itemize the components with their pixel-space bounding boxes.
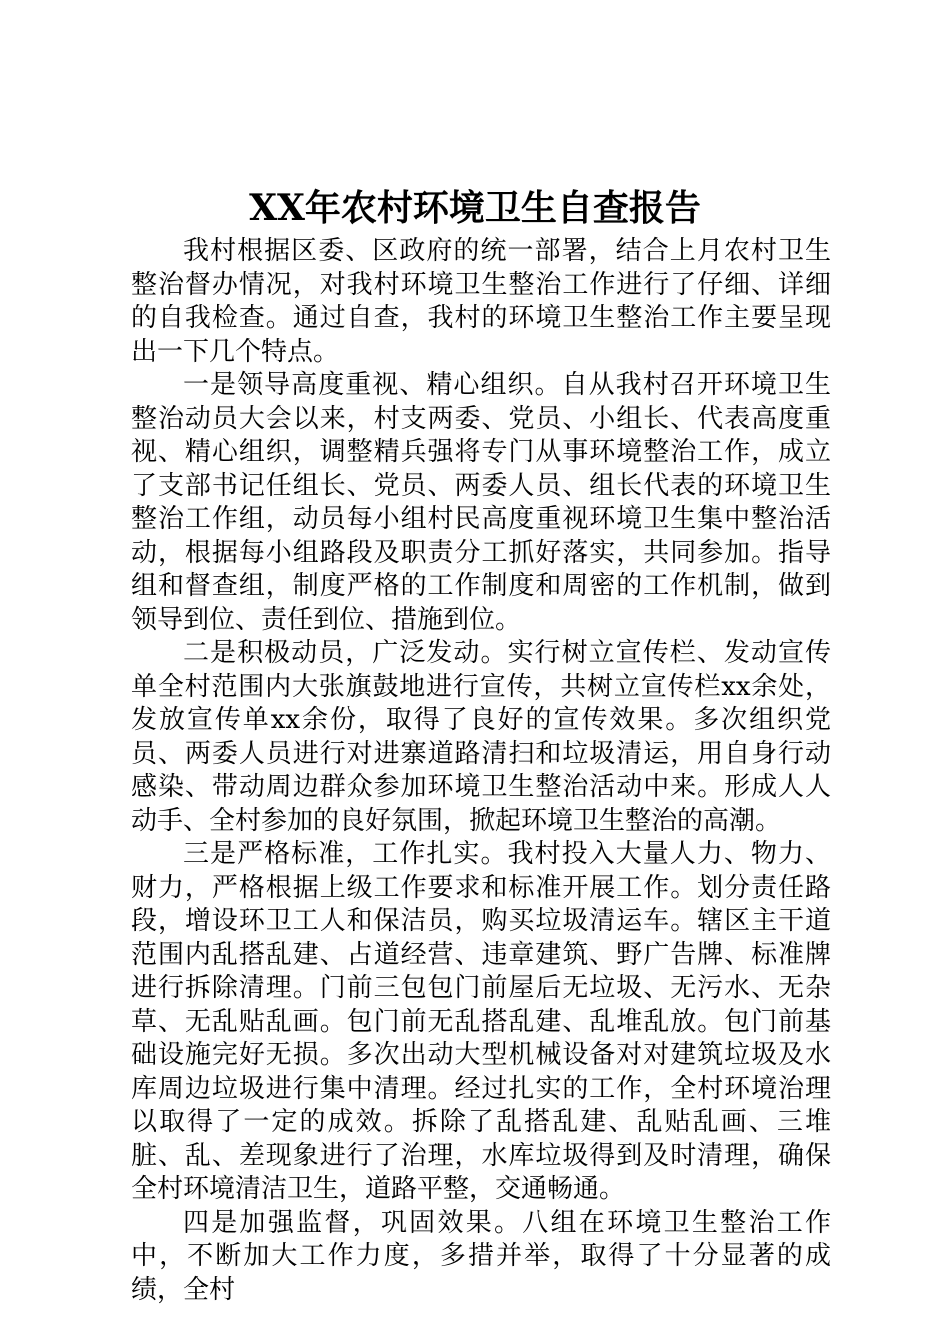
paragraph-point-three: 三是严格标准，工作扎实。我村投入大量人力、物力、财力，严格根据上级工作要求和标准开展工作。划分责任路段，增设环卫工人和保洁员，购买垃圾清运车。辖区主干道范围内乱搭乱建、占道经营、违章建筑、野广告牌、标准牌进行拆除清理。门前三包包门前屋后无垃圾、无污水、无杂草、无乱贴乱画。包门前无乱搭乱建、乱堆乱放。包门前基础设施完好无损。多次出动大型机械设备对对建筑垃圾及水库周边垃圾进行集中清理。经过扎实的工作，全村环境治理以取得了一定的成效。拆除了乱搭乱建、乱贴乱画、三堆脏、乱、差现象进行了治理，水库垃圾得到及时清理，确保全村环境清洁卫生，道路平整，交通畅通。 — [131, 839, 831, 1204]
document-body — [131, 235, 831, 1307]
paragraph-point-one: 一是领导高度重视、精心组织。自从我村召开环境卫生整治动员大会以来，村支两委、党员、小组长、代表高度重视、精心组织，调整精兵强将专门从事环境整治工作，成立了支部书记任组长、党员、两委人员、组长代表的环境卫生整治工作组，动员每小组村民高度重视环境卫生集中整治活动，根据每小组路段及职责分工抓好落实，共同参加。指导组和督查组，制度严格的工作制度和周密的工作机制，做到领导到位、责任到位、措施到位。 — [131, 370, 831, 635]
paragraph-point-two: 二是积极动员，广泛发动。实行树立宣传栏、发动宣传单全村范围内大张旗鼓地进行宣传，共树立宣传栏xx余处，发放宣传单xx余份，取得了良好的宣传效果。多次组织党员、两委人员进行对进寨道路清扫和垃圾清运，用自身行动感染、带动周边群众参加环境卫生整治活动中来。形成人人动手、全村参加的良好氛围，掀起环境卫生整治的高潮。 — [131, 638, 831, 836]
paragraph-intro: 我村根据区委、区政府的统一部署，结合上月农村卫生整治督办情况，对我村环境卫生整治工作进行了仔细、详细的自我检查。通过自查，我村的环境卫生整治工作主要呈现出一下几个特点。 — [131, 236, 831, 367]
paragraph-point-four: 四是加强监督，巩固效果。八组在环境卫生整治工作中，不断加大工作力度，多措并举，取得了十分显著的成绩，全村 — [131, 1207, 831, 1305]
document-title: XX年农村环境卫生自查报告 — [249, 187, 701, 229]
